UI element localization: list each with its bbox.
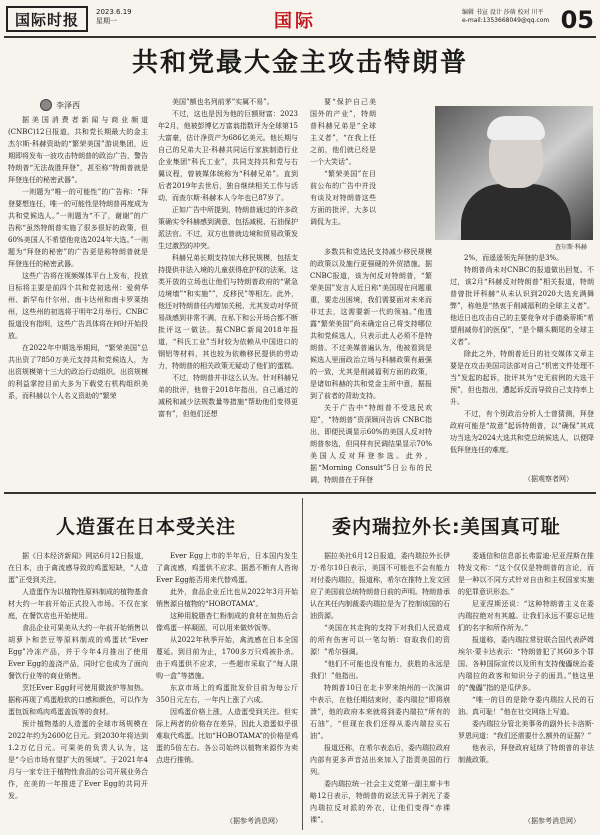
editor-names: 编辑 书宣 设计 莎萌 校对 川平 [462, 9, 544, 16]
column-divider [302, 498, 303, 830]
paragraph: 关于广告中“特朗普不受选民欢迎”，“特朗普”资深顾问告诉 CNBC指出，即便民调显示60%的美国人反对特朗普参选，但同样有民调结果显示70%美国人反对拜登参选。此外，据“Morning Consult”5日公布的民调，特朗普在于拜登 [310, 404, 432, 484]
masthead [4, 4, 596, 38]
left-article-source: （据参考消息网） [226, 817, 282, 825]
right-article-column-1 [310, 550, 450, 828]
main-article-column-2 [158, 96, 298, 488]
paragraph: 此外，食品企业丘比也从2022年3月开始销售源自植物的“HOBOTAMA”。 [156, 588, 298, 608]
right-article-column-2 [458, 550, 594, 814]
paragraph: 一则题为“唯一的可能性”的广告称：“拜登要想连任，唯一的可能性是特朗普再度成为共和党候选人。”一则题为“不了，谢谢”的广告称“虽然特朗普实施了很多很好的政策，但60%美国人不希望他竞选2024年大选。”一则题为“拜登的秘密”的广告更是称特朗普就是拜登连任的秘密武器。 [8, 188, 148, 268]
paragraph: “唯一的目的是除夺委内瑞拉人民的石油。真可耻！”他在社交网络上写道。 [458, 696, 594, 716]
paragraph: 特朗普10日在北卡罗来纳州的一次演讲中表示，在他任期结束时，委内瑞拉“即将崩溃”，他的政府本来就将到委内瑞拉“所有的石油”，“但现在我们还得从委内瑞拉买石油”。 [310, 684, 450, 740]
paragraph: 正如广告中所提到，特朗普通过的许多政策确实令科赫感到满意，包括减税、石油保护派法官。不过，双方也曾就边境和贸易政策发生过激烈的冲突。 [158, 206, 298, 250]
paragraph: 因鸡蛋价格上涨，人造蛋受到关注。但实际上两者的价格存在差异，因此人造蛋似乎很难取代鸡蛋。比如“HOBOTAMA”的价格是鸡蛋的5倍左右。各公司始终以植物来源作为卖点进行推销。 [156, 708, 298, 764]
page-number: 05 [560, 6, 594, 34]
paragraph: “繁荣美国”在目前公布的广告中并没有谈及对特朗普这些方面的批评，大多以调侃为主。 [310, 170, 376, 226]
paragraph: 在2022年中期选举期间，“繁荣美国”总共出资了7850万美元支持共和党候选人，为出资规模第十三大的政治行动组织。出资规模的利益掌控目前大多为下载党右机构组织美系，而科赫以个人名义资助的“繁荣 [8, 344, 148, 400]
paragraph: 他表示，拜登政府延续了特朗普的非法制裁政策。 [458, 744, 594, 764]
paragraph: 委内瑞拉分管北美事务的副外长卡洛斯·罗恩问道：“我们还需要什么额外的证据？” [458, 720, 594, 740]
paragraph: 特朗普尚未对CNBC的报道做出回复。不过，该2月“科赫反对特朗普”相关报道，特朗普曾批评科赫“从未认识到2020大选充满舞弊”，称他是“热衷于削减福利的全球主义者”。他近日也攻击自己的主要竞争对手德桑蒂斯“希望削减你们的医保”，“是个糊头糊尾的全球主义者”。 [450, 266, 594, 346]
paragraph: 预计植物基的人造蛋的全球市场规模在2022年约为2600亿日元。到2030年将达到1.2万亿日元。可果美的负责人认为，这是“今后市场有望扩大的领域”。于2021年4月与一家专注于植物性食品的公司开展业务合作，在美的一年推进了Ever Egg的共同开发。 [8, 720, 148, 800]
left-article-headline: 人造蛋在日本受关注 [56, 516, 237, 538]
editor-credits [462, 9, 572, 25]
paragraph: 这些广告将在视频媒体平台上发布，投放目标将主要是前四个共和党初选州：爱荷华州、新罕布什尔州、南卡达州和南卡罗莱纳州，这些州的初选将于明年2月举行。CNBC报道没有指明，这些广告具体将在何时开始投放。 [8, 272, 148, 340]
issue-info [96, 8, 132, 26]
photo-caption: 查尔斯·科赫 [555, 244, 587, 251]
section-divider [4, 492, 596, 494]
paragraph: 据美国消费者新闻与商业频道(CNBC)12日报道，共和党长期最大的金主杰尔斯·科赫资助的“繁荣美国”游说集团，近期即将发布一波攻击特朗普的政治广告，警告特朗普“无法战胜拜登”，甚至称“特朗普就是拜登连任的秘密武器”。 [8, 116, 148, 184]
paragraph: 人造蛋作为以植物性原料制成的植物基食材大约一年前开始正式投入市场。不仅在家庭，在餐饮店也开始使用。 [8, 588, 148, 620]
main-headline: 共和党最大金主攻击特朗普 [131, 48, 468, 78]
issue-weekday: 星期一 [96, 17, 117, 25]
paragraph: 美国”额也名列前茅”实属不易”。 [172, 98, 274, 106]
paragraph: 食品企业可果美从大约一年前开始销售以胡萝卜和芸豆等原料制成的鸡蛋状“Ever Egg”冷冻产品，并于今年4月推出了使用Ever Egg的盖浇产品，同时它也成为了面向餐饮行业等的商业销售。 [8, 624, 148, 680]
photo-hair [487, 116, 545, 140]
right-article-headline: 委内瑞拉外长:美国真可耻 [332, 516, 561, 538]
main-article-column-3b [310, 246, 432, 488]
paragraph: “他们不可能也没有能力，获胜的永远是我们！”他指出。 [310, 660, 450, 680]
author-name: 李泽西 [56, 100, 80, 110]
paragraph: 多数共和党选民支持减少移民规模的政策以及施行更强硬的外贸措施。据CNBC报道，该为何反对特朗普，“繁荣美国”发言人近日称“美国现在问题重重，要走出困境，我们需要面对未来而非过去，这需要新一代的领袖。”他透露“繁荣美国”尚未确定自己将支持哪位共和党候选人，只表示此人必须不是特朗普。不过美媒普遍认为，他被看到是候选人里面政治立场与科赫政策有最强的一致，尤其是削减福利方面的政策，是诸如科赫的共和党金主所中意，据报到了前者的背助支持。 [310, 248, 432, 400]
editor-email: e-mail:1353668049@qq.com [462, 17, 550, 24]
paragraph: 不过，这也是因为他的巨额财富：2023年2月，他被彭博亿万富翁指数评为全球第15大富豪，估计净资产为686亿美元。他长期与自己的兄弟大卫·科赫共同运行家族制造行业企业集团“科氏工业”，共同支持共和党与右翼议程，曾被媒体统称为“科赫兄弟”。直到后者2019年去世后，独自继续相关工作与活动，而查尔斯·科赫本人今年也已87岁了。 [158, 110, 298, 202]
left-article-column-1 [8, 550, 148, 828]
issue-date: 2023.6.19 [96, 8, 132, 16]
paragraph: 据拉美社6月12日报道，委内瑞拉外长伊万·希尔10日表示，美国不可能也不会有能力对付委内瑞拉，报道称，希尔在推特上发文回应了美国前总统特朗普日前的声明。特朗普承认在其任内制裁委内瑞拉是为了控制该国的石油资源。 [310, 552, 450, 620]
paragraph: 这种用脱脂杏仁粉制成的食材在加热后会像鸡蛋一样凝固，可以用来做炒饭等。 [156, 612, 298, 632]
paragraph: 科赫兄弟长期支持加大移民规模，包括支持提供非法入境的儿童获得庇护权的法案，这类开放的立场也让他们与特朗普政府的“紧急边境墙”“和实施””，反移民”等相左。此外，他还对特朗普任内增加关税、尤其发动对华贸易战感到非常不满，在私下和公开场合都不断批评这一做法。据CNBC新闻2018年报道，“科氏工业”当时较为依赖从中国进口的钢铝等材料，其也较为依赖移民提供的劳动力，特朗普的相关政策无疑动了他们的蛋糕。 [158, 254, 298, 370]
paragraph: 委内瑞拉统一社会主义党第一副主席卡韦略12日表示，特朗普的说法无异于剥光了委内瑞拉反对派的外衣，让他们变得“赤裸裸”。 [310, 780, 450, 824]
paragraph: 报道还称，在希尔表态后，委内瑞拉政府内部有更多声音站出来加入了指责美国的行列。 [310, 744, 450, 776]
right-article-source: （据参考消息网） [524, 817, 580, 825]
main-article-column-3a [310, 96, 376, 242]
main-article-column-1 [8, 114, 148, 488]
paragraph: 除此之外，特朗普近日的社交媒体文章主要是在攻击美国司法部对自己“机密文件处理不当”发起的起诉，批评其为“史无前例的大选干预”，但也指出，遭起诉反而导致自己支持率上升。 [450, 350, 594, 406]
paragraph: 尼亚涅斯还说：“这种特朗普主义在委内瑞拉绝对有其越。让我们永远不要忘记他们的名字和所作所为。” [458, 600, 594, 632]
paragraph: 报道称，委内瑞拉常驻联合国代表萨姆埃尔·蒙卡达表示：“特朗普犯了其60多个罪国、各种国际宣传以及所有支持傀儡统治委内瑞拉的政客和知识分子的面具。”他这里的“傀儡”指的是瓜伊多。 [458, 636, 594, 692]
author-avatar [40, 99, 52, 111]
section-title: 国际 [274, 11, 316, 32]
portrait-photo [435, 106, 593, 240]
author-byline [40, 99, 80, 111]
left-article-column-2 [156, 550, 298, 814]
newspaper-logo: 国际时报 [6, 6, 88, 32]
main-article-source: （据观察者网） [524, 475, 573, 483]
photo-suit [461, 184, 571, 240]
paragraph: 2%，而遥遥领先拜登的是3%。 [464, 254, 564, 262]
paragraph: 烹饪Ever Egg时可使用微波炉等加热。据称再现了鸡蛋般软的口感和颜色，可以作为蛋包饭和鸡肉鸡蛋盖饭等的食材。 [8, 684, 148, 716]
paragraph: 不过，特朗普并非这么认为。针对科赫兄弟的批评，他曾于2018年指出，自己通过的减税和减少法规数量等措施“帮助他们变得更富有”，但他们还想 [158, 374, 298, 418]
paragraph: 从2022年秋季开始，禽流感在日本全国蔓延。到目前为止，1700多万只鸡被扑杀。由于鸡蛋供不应求，一些超市采取了“每人限购一盒”等措施。 [156, 636, 298, 680]
paragraph: 要“保护自己美国外的产业”，特朗普科赫兄弟是“全球主义者”，“在我上任之前，他们就已经是一个大笑话”。 [310, 98, 376, 166]
paragraph: 不过，有个别政治分析人士曾猜测，拜登政府可能是“故意”起诉特朗普，以“确保”其成功当选为2024大选共和党总统候选人，以便降低拜登连任的难度。 [450, 410, 594, 454]
paragraph: 据《日本经济新闻》网站6月12日报道，在日本，由于禽流感导致的鸡蛋短缺，“人造蛋”正受到关注。 [8, 552, 148, 584]
paragraph: 委通信和信息部长弗雷迪·尼亚涅斯在推特发文称：“这个仅仅是特朗普的言论，而是一种以不同方式针对自由和主权国家实施的犯罪意识形态。” [458, 552, 594, 596]
paragraph: 东京市场上的鸡蛋批发价目前为每公斤350日元左右，一年内上涨了六成。 [156, 684, 298, 704]
paragraph: Ever Egg上市的半年后，日本国内发生了禽流感，鸡蛋供不应求。据悉不断有人咨询Ever Egg能否用来代替鸡蛋。 [156, 552, 298, 584]
main-article-column-4 [450, 252, 594, 472]
paragraph: “美国在其走狗的支持下对我们人民造成的所有伤害可以一笔勾销：窃取我们的资源！”希尔强调。 [310, 624, 450, 656]
